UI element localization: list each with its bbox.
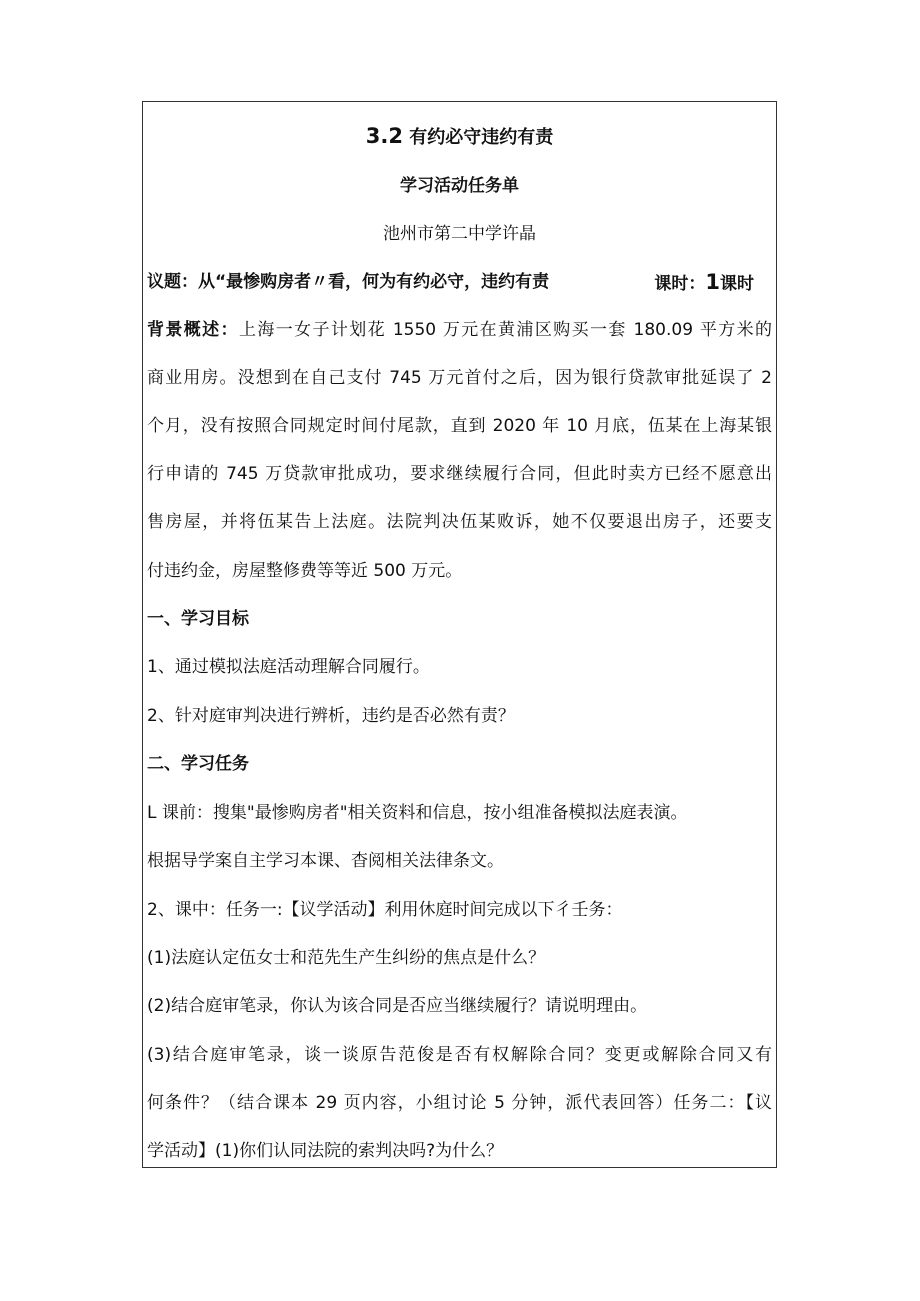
question-3-line-1: (3)结合庭审笔录，谈一谈原告范俊是否有权解除合同？变更或解除合同又有 xyxy=(147,1045,772,1065)
question-3-line-3: 学活动】(1)你们认同法院的索判决吗?为什么？ xyxy=(147,1141,504,1161)
task-in-class: 2、课中：任务一:【议学活动】利用休庭时间完成以下彳壬务： xyxy=(147,900,623,920)
question-2: (2)结合庭审笔录，你认为该合同是否应当继续履行？请说明理由。 xyxy=(147,996,648,1016)
task-sheet xyxy=(142,101,777,1168)
background-label: 背景概述： xyxy=(147,320,239,340)
goal-2: 2、针对庭审判决进行辨析，违约是否必然有责？ xyxy=(147,706,515,726)
hours-label: 课时： xyxy=(654,274,706,294)
question-3-line-2: 何条件？（结合课本 29 页内容，小组讨论 5 分钟，派代表回答）任务二：【议 xyxy=(147,1093,772,1113)
background-text-1: 上海一女子计划花 1550 万元在黄浦区购买一套 180.09 平方米的 xyxy=(238,320,772,340)
goal-1: 1、通过模拟法庭活动理解合同履行。 xyxy=(147,657,430,677)
class-hours xyxy=(654,270,754,296)
document-subtitle: 学习活动任务单 xyxy=(400,176,519,196)
author-line: 池州市第二中学许晶 xyxy=(383,224,536,244)
task-pre-class-2: 根据导学案自主学习本课、杳阅相关法律条文。 xyxy=(147,851,504,871)
background-line-1 xyxy=(147,318,772,342)
document-title xyxy=(143,124,776,150)
topic-line xyxy=(147,270,772,294)
question-1: (1)法庭认定伍女士和范先生产生纠纷的焦点是什么？ xyxy=(147,948,546,968)
hours-value: 1 xyxy=(705,270,720,294)
background-line-4: 行申请的 745 万贷款审批成功，要求继续履行合同，但此时卖方已经不愿意出 xyxy=(147,464,772,484)
task-pre-class: L 课前：搜集"最惨购房者"相关资料和信息，按小组准备模拟法庭表演。 xyxy=(147,803,688,823)
background-line-6: 付违约金，房屋整修费等等近 500 万元。 xyxy=(147,561,463,581)
background-line-3: 个月，没有按照合同规定时间付尾款，直到 2020 年 10 月底，伍某在上海某银 xyxy=(147,416,772,436)
background-line-5: 售房屋，并将伍某告上法庭。法院判决伍某败诉，她不仅要退出房子，还要支 xyxy=(147,512,772,532)
section-learning-goals: 一、学习目标 xyxy=(147,609,249,629)
title-text: 有约必守违约有责 xyxy=(409,127,554,148)
section-learning-tasks: 二、学习任务 xyxy=(147,754,249,774)
hours-unit: 课时 xyxy=(720,274,754,294)
background-line-2: 商业用房。没想到在自己支付 745 万元首付之后，因为银行贷款审批延误了 2 xyxy=(147,368,772,388)
topic-text: 议题：从“最惨购房者〃看，何为有约必守，违约有责 xyxy=(147,272,550,292)
title-number: 3.2 xyxy=(365,124,403,148)
